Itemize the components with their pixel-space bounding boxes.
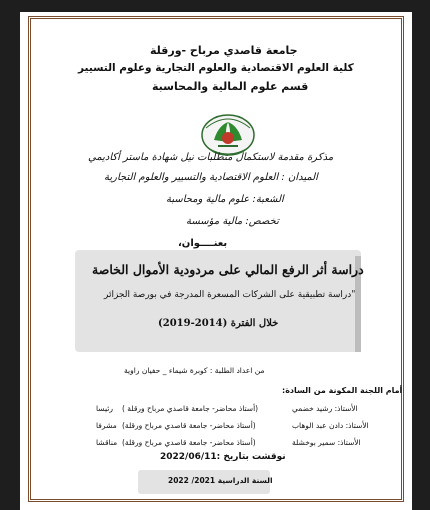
memo-type: مذكرة مقدمة لاستكمال متطلبات نيل شهادة ماستر أكاديمي [88,152,334,163]
discussion-date: نوقشت بتاريخ :2022/06/11 [160,452,286,462]
title-label: بعنــــوان، [178,238,228,249]
member-2-rank: (أستاذ محاضر- جامعة قاصدي مرباح ورقلة) [122,421,256,430]
member-3-name: الأستاذ: سمير بوخشلة [292,438,361,447]
specialty-line: تخصص: مالية مؤسسة [186,216,279,227]
thesis-title: دراسة أثر الرفع المالي على مردودية الأموال الخاصة [92,262,364,277]
committee-heading: أمام اللجنة المكونة من السادة: [282,386,403,395]
member-1-role: رئيسا [96,404,113,413]
member-1-name: الأستاذ: رشيد خضمي [292,404,358,413]
member-3-role: مناقشا [96,438,118,447]
university-name: جامعة قاصدي مرباح -ورقلة [150,44,298,57]
member-2-role: مشرفا [96,421,117,430]
member-3-rank: (أستاذ محاضر- جامعة قاصدي مرباح ورقلة) [122,438,256,447]
students-line: من اعداد الطلبة : كوبرة شيماء _ حفيان راوية [124,366,265,375]
department-name: قسم علوم المالية والمحاسبة [152,80,309,93]
field-line: الميدان : العلوم الاقتصادية والتسيير والعلوم التجارية [104,172,318,183]
academic-year: السنة الدراسية 2021/ 2022 [168,476,273,485]
member-1-rank: (أستاذ محاضر- جامعة قاصدي مرباح ورقلة ) [122,404,259,413]
thesis-subtitle: "دراسة تطبيقية على الشركات المسعرة المدرجة في بورصة الجزائر [104,290,356,300]
member-2-name: الأستاذ: دادن عبد الوهاب [292,421,369,430]
study-period: خلال الفترة (2014-2019) [158,318,279,329]
branch-line: الشعبة: علوم مالية ومحاسبة [166,194,284,205]
faculty-name: كلية العلوم الاقتصادية والعلوم التجارية وعلوم التسيير [78,62,354,74]
